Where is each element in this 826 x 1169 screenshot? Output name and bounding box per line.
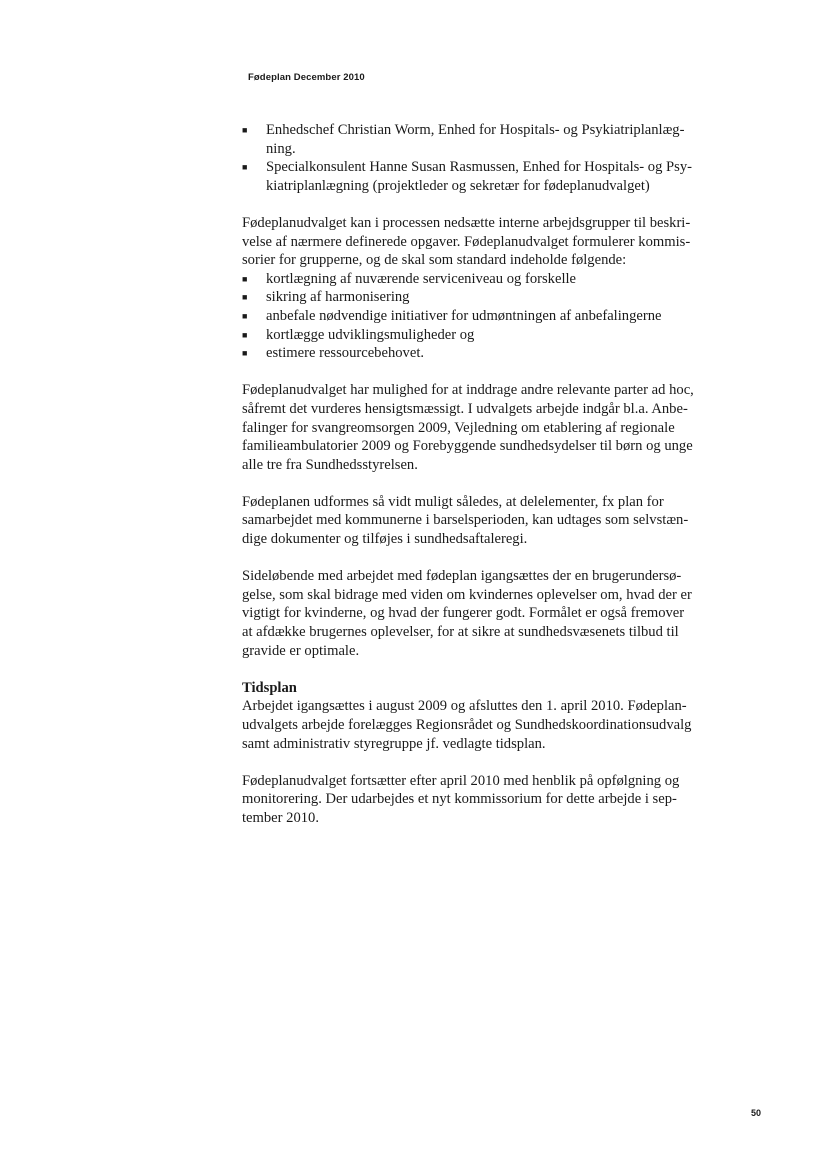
list-item-continuation: kiatriplanlægning (projektleder og sekretær for fødeplanudvalget) (266, 177, 650, 194)
list-item: ■ anbefale nødvendige initiativer for udmøntningen af anbefalingerne (242, 307, 662, 324)
page-header: Fødeplan December 2010 (248, 72, 365, 83)
survey-paragraph: Sideløbende med arbejdet med fødeplan igangsættes der en brugerundersø- gelse, som skal bidrage med viden om kvindernes oplevelser om, hvad der er vigtigt for kvinderne, og hvad der fungerer godt. Formålet er også fremover at afdække brugernes oplevelser, for at sikre at sundhedsvæsenets tilbud til gravide er optimale. (242, 568, 692, 659)
timeline-section: Tidsplan Arbejdet igangsættes i august 2009 og afsluttes den 1. april 2010. Fødeplan- udvalgets arbejde forelægges Regionsrådet og Sundhedskoordinationsudvalg samt administrativ styregruppe jf. vedlagte tidsplan. (242, 679, 702, 753)
page-number: 50 (751, 1108, 762, 1118)
followup-paragraph: Fødeplanudvalget fortsætter efter april 2010 med henblik på opfølgning og monitorering. Der udarbejdes et nyt kommissorium for dette arbejde i sep- tember 2010. (242, 772, 680, 826)
list-item: ■ Specialkonsulent Hanne Susan Rasmussen, Enhed for Hospitals- og Psy- (242, 159, 693, 176)
bullet-icon: ■ (242, 162, 248, 173)
list-item: ■ Enhedschef Christian Worm, Enhed for Hospitals- og Psykiatriplanlæg- (242, 122, 685, 138)
document-body (242, 121, 702, 828)
elements-paragraph: Fødeplanen udformes så vidt muligt således, at delelementer, fx plan for samarbejdet med kommunerne i barselsperioden, kan udtages som selvstæn- dige dokumenter og tilføjes i sundhedsaftaleregi. (242, 493, 689, 548)
parties-paragraph: Fødeplanudvalget har mulighed for at inddrage andre relevante parter ad hoc, såfremt det vurderes hensigtsmæssigt. I udvalgets arbejde indgår bl.a. Anbe- falinger for svangreomsorgen 2009, Vejledning om etablering af regionale familieambulatorier 2009 og Forebyggende sundhedsydelser til børn og unge alle tre fra Sundhedsstyrelsen. (242, 382, 694, 473)
bullet-icon: ■ (242, 273, 248, 284)
workgroups-list (242, 270, 702, 363)
list-item-continuation: ning. (266, 140, 296, 157)
bullet-icon: ■ (242, 125, 248, 135)
section-heading: Tidsplan (242, 679, 297, 696)
bullet-icon: ■ (242, 348, 248, 359)
list-item: ■ sikring af harmonisering (242, 289, 410, 306)
members-list (242, 121, 702, 195)
list-item: ■ kortlægning af nuværende serviceniveau og forskelle (242, 270, 577, 287)
bullet-icon: ■ (242, 329, 248, 340)
list-item: ■ kortlægge udviklingsmuligheder og (242, 326, 475, 343)
bullet-icon: ■ (242, 292, 248, 303)
bullet-icon: ■ (242, 310, 248, 321)
list-item: ■ estimere ressourcebehovet. (242, 345, 425, 362)
workgroups-paragraph: Fødeplanudvalget kan i processen nedsætte interne arbejdsgrupper til beskri- velse af nærmere definerede opgaver. Fødeplanudvalget formulerer kommis- sorier for grupperne, og de skal som standard indeholde følgende: (242, 214, 691, 269)
